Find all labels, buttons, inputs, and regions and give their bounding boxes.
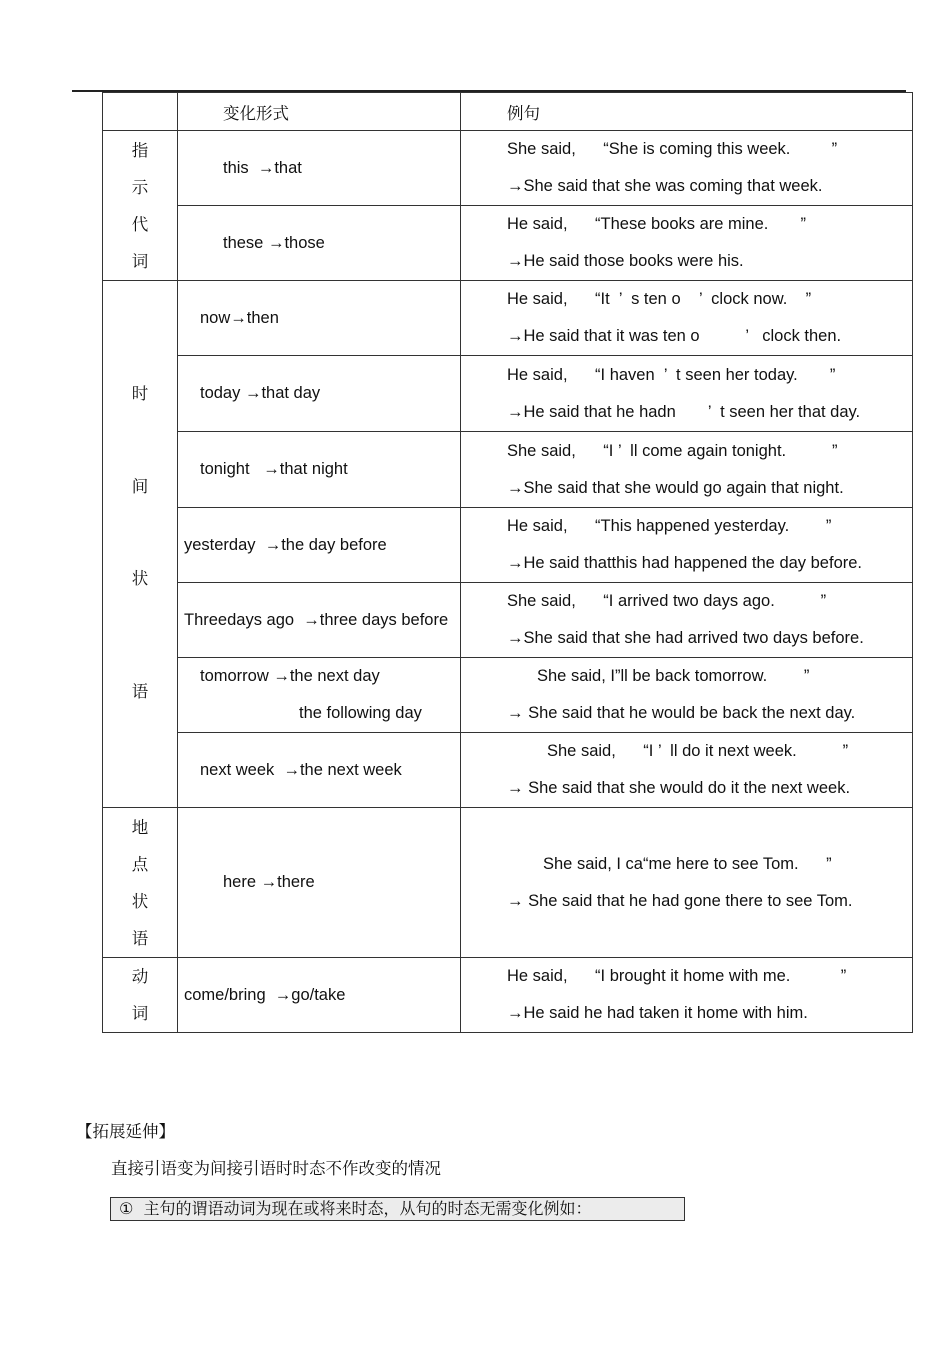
header-form: 变化形式 [178, 93, 461, 131]
form-cell: next week →the next week [178, 733, 461, 808]
example-cell: He said, “It ’ s ten o ’ clock now. ” →He said that it was ten o ’ clock then. [461, 281, 913, 356]
example-cell: He said, “These books are mine. ” →He said those books were his. [461, 206, 913, 281]
example-cell: He said, “I brought it home with me. ” →He said he had taken it home with him. [461, 958, 913, 1033]
extension-title: 【拓展延伸】 [76, 1122, 175, 1141]
header-empty-cell [103, 93, 178, 131]
table-row [103, 658, 913, 733]
form-cell: come/bring →go/take [178, 958, 461, 1033]
table-row [103, 733, 913, 808]
form-cell: Threedays ago →three days before [178, 583, 461, 658]
table-row [103, 432, 913, 508]
form-cell: these →those [178, 206, 461, 281]
table-row [103, 508, 913, 583]
table-row [103, 958, 913, 1033]
form-cell: this →that [178, 131, 461, 206]
example-cell: She said, I ca“me here to see Tom. ” → She said that he had gone there to see Tom. [461, 808, 913, 958]
form-cell: here →there [178, 808, 461, 958]
form-cell: tonight →that night [178, 432, 461, 508]
table-row [103, 583, 913, 658]
form-cell: tomorrow →the next day the following day [178, 658, 461, 733]
group-label-place: 地 点 状 语 [103, 808, 178, 958]
group-label-time: 时 间 状 语 [103, 281, 178, 808]
form-cell: yesterday →the day before [178, 508, 461, 583]
example-cell: She said, I”ll be back tomorrow. ” → She said that he would be back the next day. [461, 658, 913, 733]
group-label-demonstratives: 指 示 代 词 [103, 131, 178, 281]
extension-point-1: ① 主句的谓语动词为现在或将来时态，从句的时态无需变化例如： [110, 1197, 685, 1221]
example-cell: She said, “She is coming this week. ” →She said that she was coming that week. [461, 131, 913, 206]
table-row [103, 356, 913, 432]
group-label-verbs: 动 词 [103, 958, 178, 1033]
example-cell: She said, “I arrived two days ago. ” →She said that she had arrived two days before. [461, 583, 913, 658]
form-cell: today →that day [178, 356, 461, 432]
table-row [103, 206, 913, 281]
example-cell: She said, “I ’ ll do it next week. ” → She said that she would do it the next week. [461, 733, 913, 808]
form-cell: now→then [178, 281, 461, 356]
example-cell: He said, “I haven ’ t seen her today. ” →He said that he hadn ’ t seen her that day. [461, 356, 913, 432]
extension-subtitle: 直接引语变为间接引语时时态不作改变的情况 [111, 1159, 441, 1178]
header-example: 例句 [461, 93, 913, 131]
header-row [103, 93, 913, 131]
example-cell: He said, “This happened yesterday. ” →He said thatthis had happened the day before. [461, 508, 913, 583]
reported-speech-table [102, 92, 913, 1033]
example-cell: She said, “I ’ ll come again tonight. ” →She said that she would go again that night. [461, 432, 913, 508]
table-row [103, 281, 913, 356]
table-row [103, 808, 913, 958]
table-row [103, 131, 913, 206]
